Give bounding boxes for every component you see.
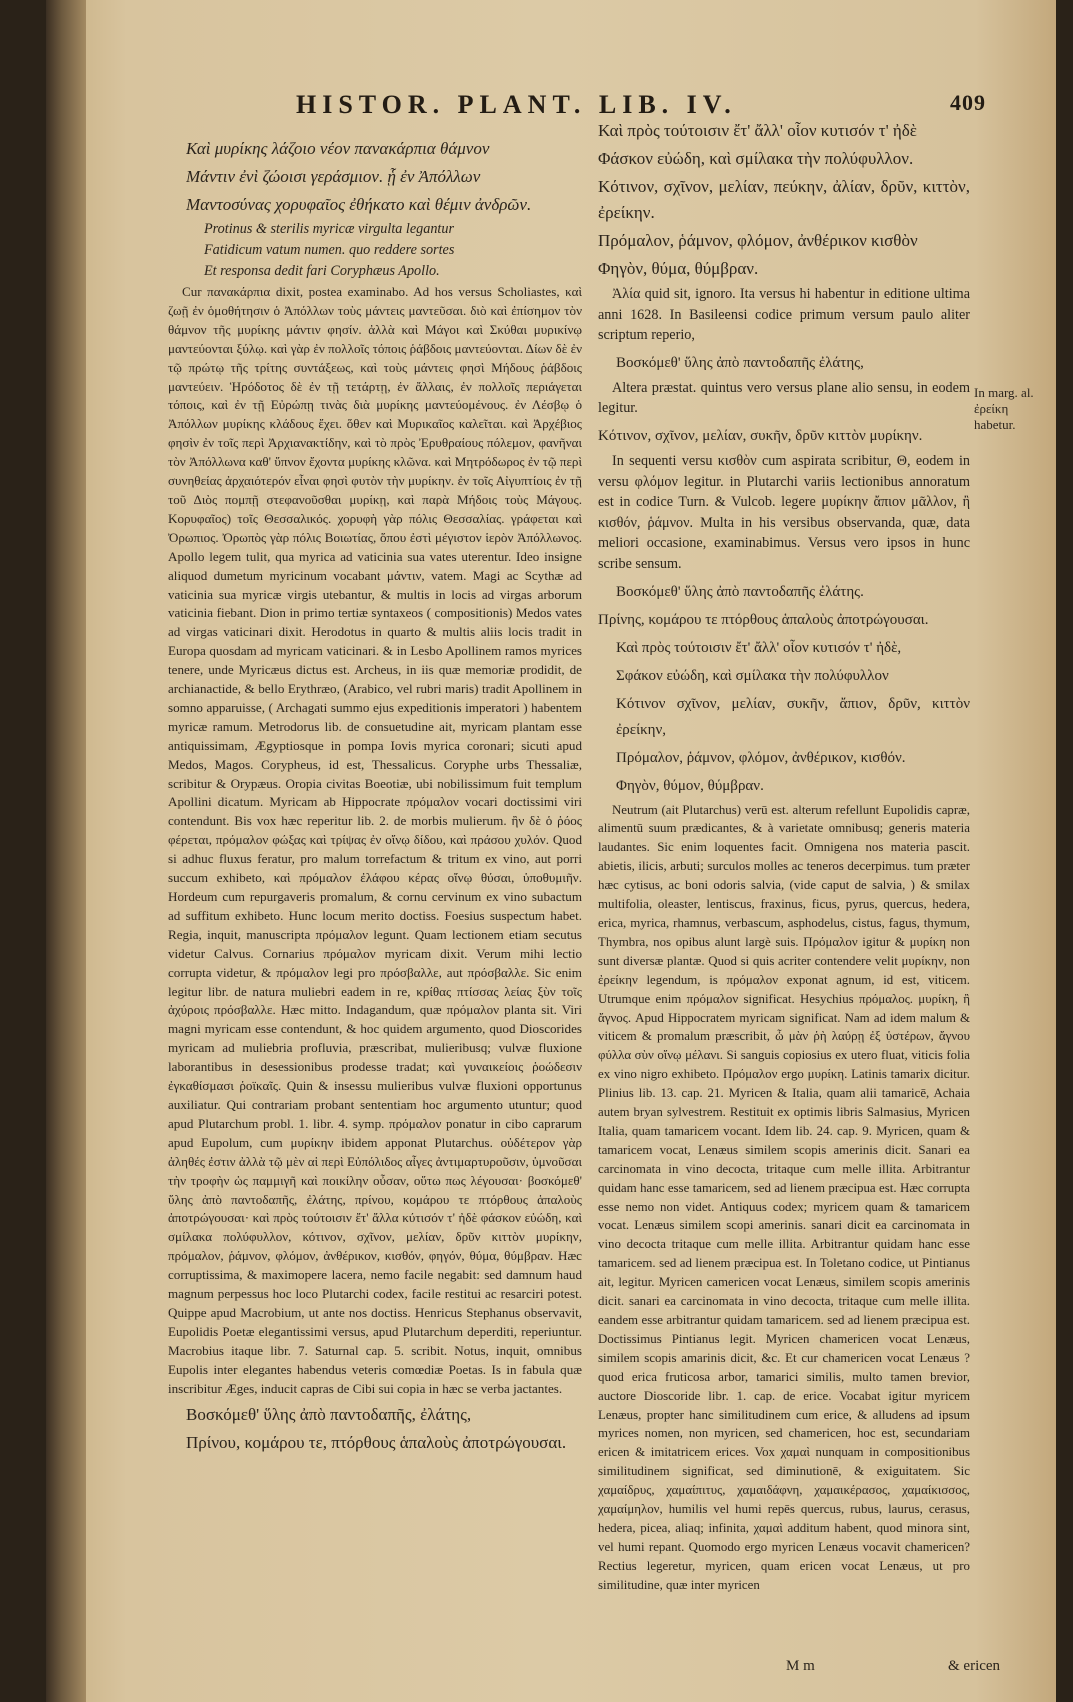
greek-verse: Βοσκόμεθ' ὕλης ἀπὸ παντοδαπῆς, ἐλάτης, <box>186 1405 472 1425</box>
greek-verse: Φάσκον εὐώδη, καὶ σμίλακα τὴν πολύφυλλον. <box>598 149 914 168</box>
greek-verse: Κότινον, σχῖνον, μελίαν, πεύκην, ἀλίαν, δρῦν, κιττὸν, ἐρείκην. <box>598 177 970 222</box>
greek-verse: Πρίνης, κομάρου τε πτόρθους ἁπαλοὺς ἀποτρώγουσαι. <box>598 611 929 628</box>
commentary-paragraph: In sequenti versu κισθὸν cum aspirata scribitur, Θ, eodem in versu φλόμον legitur. in Plutarchi variis lectionibus annoratum est in codice Turn. & Vulcob. legere μυρίκην ἄπιον μᾶλλον, ἢ κισθόν, ῥάμνον. Multa in his versibus observanda, quæ, data meliori occasione, examinabimus. Versus vero ipsos in hunc scribe sensum. <box>598 452 970 572</box>
page-number: 409 <box>950 90 986 115</box>
greek-verse: Πρόμαλον, ῥάμνον, φλόμον, ἀνθέρικον, κισθόν. <box>616 749 906 766</box>
greek-verse: Βοσκόμεθ' ὕλης ἀπὸ παντοδαπῆς ἐλάτης, <box>616 354 864 371</box>
margin-note: In marg. al. ἐρείκη habetur. <box>974 385 1034 432</box>
greek-verse: Φηγὸν, θύμα, θύμβραν. <box>598 259 759 278</box>
greek-verse: Κότινον σχῖνον, μελίαν, συκῆν, ἄπιον, δρῦν, κιττὸν ἐρείκην, <box>616 695 970 738</box>
greek-verse: Μάντιν ἐνὶ ζώοισι γεράσμιον. ᾗ ἐν Ἀπόλλων <box>186 167 481 186</box>
running-title: HISTOR. PLANT. LIB. IV. <box>296 90 737 119</box>
commentary-paragraph: Neutrum (ait Plutarchus) verū est. alterum refellunt Eupolidis capræ, alimentū suum prædicantes, & à varietate omnibusq; generis materia laudantes. Sic enim loquentes facit. Omnigena nos materia pascit. abietis, ilicis, arbuti; surculos molles ac teneros decerpimus. tum præter hæc cytisus, ac boni odoris salvia, (vide caput de salvia, ) & smilax multifolia, oleaster, lentiscus, fraxinus, ficus, pyrus, quercus, hedera, erica, myrica, rhamnus, verbascum, asphodelus, cistus, fagus, thymum, Thymbra, nos opibus alunt largè suis. Πρόμαλον igitur & μυρίκη non sunt diversæ plantæ. Quod si quis acriter contendere velit μυρίκην, non ἐρείκην legendum, is πρόμαλον exponat agnum, id est, viticem. Utrumque enim πρόμαλον significat. Hesychius πρόμαλος. μυρίκη, ἢ ἄγνος. Apud Hippocratem myricam significat. Nam ad idem malum & viticem & promalum præscribit, ὦ μὰν ῥὴ λαύρῃ ἐξ ὑστέρων, ἄγνου φύλλα σὺν οἴνῳ μέλανι. Si sanguis copiosius ex utero fluat, viticis folia ex vino nigro exhibeto. Πρόμαλον ergo μυρίκη. Latinis tamarix dicitur. Plinius lib. 13. cap. 21. Myricen & Italia, quam alii tamaricē, Achaia autem bryan sylvestrem. Restituit ex optimis libris Salmasius, Myricen Italia, quam tamaricem vocant. Idem lib. 24. cap. 9. Myricen, quam & tamaricem vocat, Lenæus similem scopis amerinis dicit. Sanari ea carcinomata in vino decocta, tritaque cum melle illita. Arbitrantur quidam hanc esse tamaricem, sed ad lienem præcipua est. Hæc corrupta esse nemo non videt. Antiquus codex; myricem quam & tamaricem vocat. Lenæus similem scopi amerinis. sanari dicit ea carcinomata in vino decocta tritaque cum melle illita. Arbitrantur quidam hanc esse tamaricem. sed ad lienem præcipua est. In Toletano codice, ut Pintianus ait, legitur. Myricen camericen vocat Lenæus, similem scopis amerinis dicit. sanari ea carcinomata in vino decocta, tritaque cum melle illita. eandem esse arbitrantur quidam tamaricem. sed ad lienem præcipua est. Doctissimus Pintianus legit. Myricen chamericen vocat Lenæus, similem scopis amarinis dicit, &c. Et cur chamericen vocat Lenæus ? quod erica fruticosa arbor, tamarici similis, multo tamen brevior, auctore Dioscoride libr. 1. cap. de erice. Vocabat igitur myricem Lenæus, propter hanc similitudinem cum erice, & alludens ad ipsum myrices nomen, non myricen, sed chamericen, hoc est, secundariam ericen & imitatricem erices. Vox χαμαὶ nunquam in compositionibus similitudinem significat, sed diminutionē, & exiguitatem. Sic χαμαίδρυς, χαμαίπιτυς, χαμαιδάφνη, χαμαικέρασος, χαμαίκισσος, χαμαίμηλον, humilis vel humi repēs quercus, rubus, laurus, cerasus, hedera, picea, aliaq; infinita, χαμαὶ additum habent, quod minora sint, vel humi repant. Quomodo ergo myricen Lenæus vocavit chamericen? Rectius legeretur, myricen, quam ericen vocat Lenæus, ut pro similitudine, quæ inter myricen <box>598 802 970 1592</box>
commentary-paragraph: Ἀλία quid sit, ignoro. Ita versus hi habentur in editione ultima anni 1628. In Basileensi codice primum versum paulo aliter scriptum reperio, <box>598 286 970 344</box>
book-page <box>46 0 1056 1702</box>
commentary-paragraph: Altera præstat. quintus vero versus plane alio sensu, in eodem legitur. <box>598 379 970 417</box>
greek-verse: Καὶ πρὸς τούτοισιν ἔτ' ἄλλ' οἷον κυτισόν τ' ἠδὲ, <box>616 639 902 656</box>
catchword: & ericen <box>948 1658 1001 1674</box>
latin-verse: Et responsa dedit fari Coryphæus Apollo. <box>204 263 440 279</box>
commentary-paragraph: Cur πανακάρπια dixit, postea examinabo. Ad hos versus Scholiastes, καὶ ζωῇ ἐν ὁμοθήτησιν ὁ Ἀπόλλων τοὺς μάντεις μαντεῦσαι. διὸ καὶ ἐπίσημον τὸν θάμνον τῆς μυρίκης μάντιν φησίν. ἀλλὰ καὶ Μάγοι καὶ Σκύθαι μυρικίνῳ μαντεύονται ξύλῳ. καὶ γὰρ ἐν πολλοῖς τόποις ῥάβδοις μαντεύονται. Δίων δὲ ἐν τῷ πρώτῳ τῆς τρίτης συντάξεως, καὶ τοὺς μάντεις φησὶ Μήδους ῥάβδοις μαντεύειν. Ἡρόδοτος δὲ ἐν τῇ τετάρτῃ, ἐν ἄλλαις, ἐν πολλοῖς περιάγεται τόποις, καὶ ἐν τῇ Εὐρώπῃ τινὰς διὰ μυρίκης μαντεύομένους. ἐν Λέσβῳ ὁ Ἀπόλλων μυρίκης κλάδους ἔχει. ὅθεν καὶ Μυρικαῖος καλεῖται. καὶ Ἀρχέβιος φησὶν ἐν τοῖς περὶ Ἀρχιανακτίδην, καὶ τὸ πρὸς Ἐρυθραίους πόλεμον, φανῆναι τὸν Ἀπόλλωνα καθ' ὕπνον ἔχοντα μυρίκης κλῶνα. καὶ Μητρόδωρος ἐν τῷ περὶ συνηθείας ἀρχαιότερόν εἶναι φησὶ φυτὸν τὴν μυρίκην. ἐν τοῖς Αἰγυπτίοις ἐν τῇ τοῦ Διὸς πομπῇ στεφανοῦσθαι μυρίκῃ, καὶ παρὰ Μήδοις τοὺς Μάγους. Κορυφαῖος) τοῖς Θεσσαλικός. χορυφὴ γὰρ πόλις Θεσσαλίας. γράφεται καὶ Ὀρωπιος. Ὀρωπὸς γὰρ πόλις Βοιωτίας, ὅπου ἐστὶ μέγιστον ἱερὸν Ἀπόλλωνος. Apollo legem tulit, qua myrica ad vaticinia sua vates uterentur. Ideo insigne aliquod dumetum myricinum vocabant μάντιν, vatem. Magi ac Scythæ ad vaticinia sua myricæ virgis utebantur, & multis in locis ad virgas arborum vaticinia fiebant. Dion in primo tertiæ syntaxeos ( compositionis) Medos vates ad virgas vaticinari dixit. Herodotus in quarto & multis aliis locis tradit in Europa quosdam ad myricam vaticinari. & in Lesbo Apollinem ramos myrices tenere, unde Myricæus dictus est. Archeus, in iis quæ memoriæ prodidit, de archianactide, & bello Erythræo, (Arabico, vel rubri maris) tradit Apollinem in somno apparuisse, ( Archagati summo ejus expeditionis imperatori ) habentem myricæ ramum. Metrodorus lib. de consuetudine ait, myricam plantam esse antiquissimam, Ægyptiosque in pompa Iovis myrica coronari; sicuti apud Medos, Magos. Corypheus, id est, Thessalicus. Coryphe urbs Thessaliæ, scribitur & Orypæus. Oropia civitas Boeotiæ, ubi nobilissimum fuit templum Apollini dicatum. Myricam ab Hippocrate πρόμαλον vocari doctissimi viri contendunt. Bis vox hæc reperitur lib. 2. de morbis mulierum. ἢν δὲ ὁ ῥόος φέρεται, πρόμαλον φώξας καὶ τρίψας ἐν οἴνῳ δίδου, καὶ πράσου χυλόν. Quod si adhuc fluxus feratur, pro malum torrefactum & tritum ex vino, aut porri succum exhibeto, καὶ πρόμαλον ἐλάφου κέρας οἴνῳ θύσαι, ὑποθυμιῆν. Hordeum cum repurgaveris promalum, & cornu cervinum ex vino subactum ad suffitum exhibeto. Hunc locum merito doctiss. Foesius suspectum habet. Regia, inquit, manuscripta πρόμαλον legunt. Quam lectionem etiam secutus videtur Calvus. Cornarius πρόμαλον myricam dixit. Verum mihi lectio corrupta videtur, & πρόμαλον legi pro πρόσβαλλε, aut πρόσβαλλε. Sic enim legitur libr. de natura muliebri eadem in re, κρίθας πτίσσας λείας ξὺν τοῖς ἀχύροις πρόσβαλλε. Hæc mitto. Indagandum, quæ πρόμαλον planta sit. Viri magni myricam esse contendunt, & hoc quidem argumento, quod Dioscorides myricam ad muliebria profluvia, præscribat, mulieribusq; vulvæ fluxione laborantibus in desessionibus prodesse tradat; καὶ γυναικείοις ῥοώδεσιν ἐγκαθίσμασι ῥοϊκαῖς. Quin & insessu mulieribus vulvæ fluxioni opportunus auxiliatur. Qui contrariam probant sententiam hoc argumento utuntur; quod apud Plutarchum probl. 1. libr. 4. symp. πρόμαλον ponatur in cibo caprarum apud Eupolum, cum μυρίκην ibidem apponat Plutarchus. οὐδέτερον γὰρ ἀληθές ἐστιν ἀλλὰ τῷ μὲν αἱ περὶ Εὐπόλιδος αἶγες ἀντιμαρτυροῦσιν, ὑμνοῦσαι τὴν τροφὴν ὡς παμμιγῆ καὶ ποικίλην οὖσαν, οὕτω πως λέγουσαι· βοσκόμεθ' ὕλης ἀπὸ παντοδαπῆς, ἐλάτης, πρίνου, κομάρου τε πτόρθους ἁπαλοὺς ἀποτρώγουσαι· καὶ πρὸς τούτοισιν ἔτ' ἄλλα κύτισόν τ' ἠδὲ φάσκον εὐώδη, καὶ σμίλακα πολύφυλλον, κότινον, σχῖνον, μελίαν, δρῦν κιττὸν μυρίκην, πρόμαλον, ῥάμνον, φλόμον, ἀνθέρικον, κισθόν, φηγόν, θύμα, θύμβραν. Hæc corruptissima, & maximopere lacera, nemo facile negabit: sed damnum haud magnum perpessus hoc loco Plutarchi codex, facile restitui ac resarciri potest. Quippe apud Macrobium, ut ante nos doctiss. Henricus Stephanus observavit, Eupolidis Poetæ elegantissimi versus, apud Plutarchum deperditi, reperiuntur. Macrobius itaque libr. 7. Saturnal cap. 5. scribit. Notus, inquit, omnibus Eupolis inter elegantes habendus veteris comœdiæ Poetas. Is in fabula quæ inscribitur Æges, inducit capras de Cibi sui copia in hæc se verba jactantes. <box>168 284 582 1396</box>
greek-verse: Σφάκον εὐώδη, καὶ σμίλακα τὴν πολύφυλλον <box>616 667 889 684</box>
signature-mark: M m <box>786 1658 815 1674</box>
greek-verse: Κότινον, σχῖνον, μελίαν, συκῆν, δρῦν κιττὸν μυρίκην. <box>598 427 923 444</box>
greek-verse: Πρόμαλον, ῥάμνον, φλόμον, ἀνθέρικον κισθὸν <box>598 231 918 250</box>
greek-verse: Καὶ πρὸς τούτοισιν ἔτ' ἄλλ' οἷον κυτισόν τ' ἠδὲ <box>598 121 917 140</box>
book-gutter <box>46 0 86 1702</box>
greek-verse: Φηγὸν, θύμον, θύμβραν. <box>616 777 764 794</box>
greek-verse: Βοσκόμεθ' ὕλης ἀπὸ παντοδαπῆς ἐλάτης. <box>616 583 864 600</box>
greek-verse: Πρίνου, κομάρου τε, πτόρθους ἁπαλοὺς ἀποτρώγουσαι. <box>186 1433 567 1453</box>
left-column <box>168 136 582 1458</box>
greek-verse: Καὶ μυρίκης λάζοιο νέον πανακάρπια θάμνον <box>186 139 490 158</box>
greek-verse: Μαντοσύνας χορυφαῖος ἐθήκατο καὶ θέμιν ἀνδρῶν. <box>186 195 532 214</box>
right-column <box>598 118 970 1599</box>
latin-verse: Protinus & sterilis myricæ virgulta legantur <box>204 221 454 237</box>
latin-verse: Fatidicum vatum numen. quo reddere sortes <box>204 242 455 258</box>
